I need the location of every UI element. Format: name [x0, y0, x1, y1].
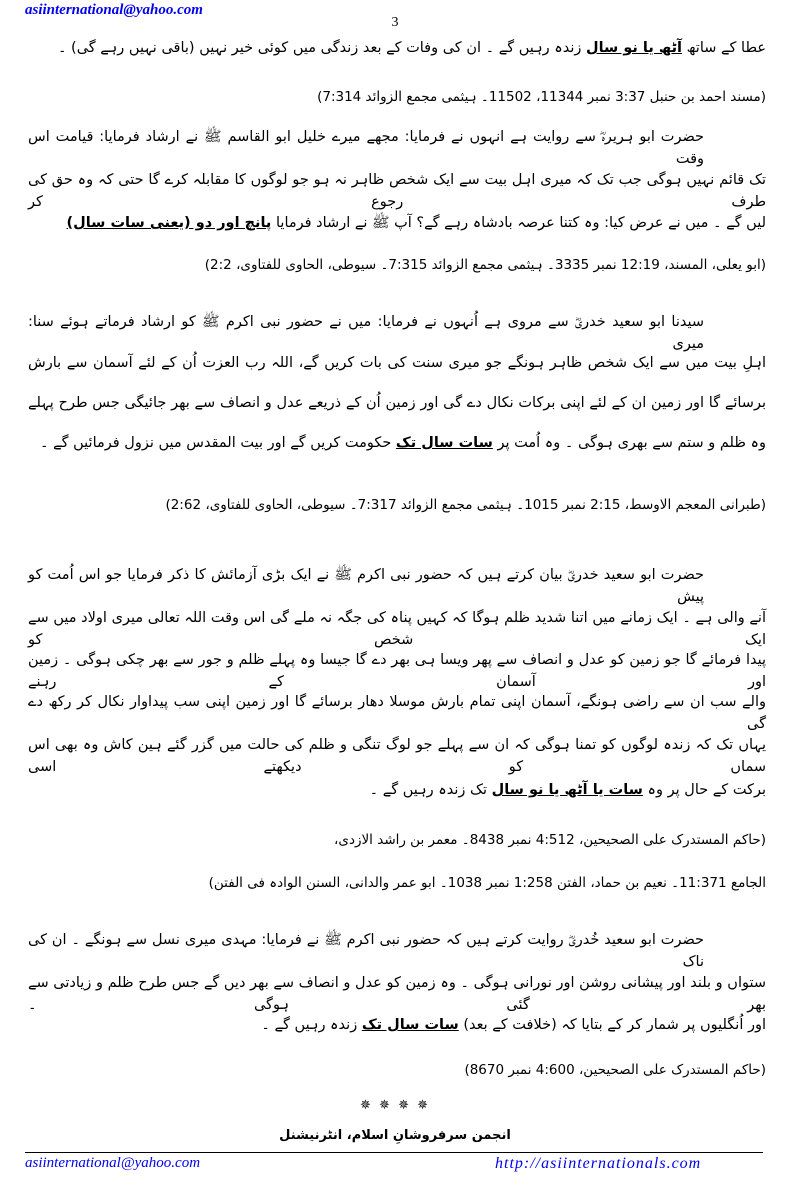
text-line	[28, 649, 766, 693]
text-segment: (حاکم المستدرک علی الصحیحین، 4:512 نمبر 8438۔ معمر بن راشد الازدی،	[334, 832, 766, 848]
text-line	[28, 564, 766, 608]
emphasized-text: آٹھ یا نو سال	[586, 40, 683, 56]
text-line	[28, 212, 766, 234]
emphasized-text: سات سال تک	[395, 435, 493, 451]
text-segment: عطا کے ساتھ	[682, 40, 766, 56]
text-segment: (حاکم المستدرک علی الصحیحین، 4:600 نمبر 8670)	[464, 1062, 766, 1078]
text-segment: (ابو یعلی، المسند، 12:19 نمبر 3335۔ ہیثمی مجمع الزوائد 7:315۔ سیوطی، الحاوی للفتاوی، 2:2)	[204, 257, 766, 273]
text-segment: برکت کے حال پر وہ	[642, 782, 766, 798]
text-segment: حکومت کریں گے اور بیت المقدس میں نزول فرمائیں گے ۔	[40, 435, 396, 451]
page-number: 3	[391, 15, 399, 30]
citation-line	[28, 86, 766, 108]
text-line	[28, 734, 766, 778]
text-segment: اہلِ بیت میں سے ایک شخص ظاہر ہونگے جو میری سنت کی بات کریں گے، اللہ رب العزت اُن کے لئے آسمان سے بارش	[28, 355, 766, 371]
text-segment: تک زندہ رہیں گے ۔	[369, 782, 492, 798]
emphasized-text: سات سال تک	[361, 1017, 459, 1033]
citation-line	[28, 494, 766, 516]
text-segment: ستواں و بلند اور پیشانی روشن اور نورانی ہوگی ۔ وہ زمین کو عدل و انصاف سے بھر دیں گے جس طرح ظلم و زیادتی سے بھر گئی ہوگی ۔	[28, 975, 766, 1013]
footer-divider	[25, 1152, 763, 1153]
text-segment: والے سب ان سے راضی ہونگے، آسمان اپنی تمام بارش موسلا دھار برسائے گا اور زمین اپنی سب پیداوار نکال کر رکھ دے گی	[28, 694, 766, 732]
text-line	[28, 126, 766, 170]
text-line	[28, 392, 766, 414]
text-segment: وہ ظلم و ستم سے بھری ہوگی ۔ وہ اُمت پر	[492, 435, 766, 451]
text-line	[28, 607, 766, 651]
footer-website-link[interactable]: http://asiinternationals.com	[495, 1155, 702, 1172]
text-line	[28, 779, 766, 801]
citation-line	[28, 829, 766, 851]
text-segment: حضرت ابو سعید خدریؓ بیان کرتے ہیں کہ حضور نبی اکرم ﷺ نے ایک بڑی آزمائش کا ذکر فرمایا جو اس اُمت کو پیش	[28, 567, 704, 605]
text-segment: حضرت ابو سعید خُدریؓ روایت کرتے ہیں کہ حضور نبی اکرم ﷺ نے فرمایا: مہدی میری نسل سے ہونگے ۔ ان کی ناک	[28, 932, 704, 970]
text-line	[28, 311, 766, 355]
text-segment: حضرت ابو ہریرہؓ سے روایت ہے انہوں نے فرمایا: مجھے میرے خلیل ابو القاسم ﷺ نے ارشاد فرمایا: قیامت اس وقت	[28, 129, 704, 167]
star-separator: ✵ ✵ ✵ ✵	[360, 1098, 430, 1113]
emphasized-text: پانچ اور دو (یعنی سات سال)	[66, 215, 272, 231]
citation-line	[28, 872, 766, 894]
text-segment: الجامع 11:371۔ نعیم بن حماد، الفتن 1:258 نمبر 1038۔ ابو عمر والدانی، السنن الوادہ فی الفتن)	[208, 875, 766, 891]
text-line	[28, 37, 766, 59]
text-segment: سیدنا ابو سعید خدریؓ سے مروی ہے اُنہوں نے فرمایا: میں نے حضور نبی اکرم ﷺ کو ارشاد فرماتے ہوئے سنا: میری	[28, 314, 704, 352]
text-segment: اور اُنگلیوں پر شمار کر کے بتایا کہ (خلافت کے بعد)	[458, 1017, 766, 1033]
emphasized-text: سات یا آٹھ یا نو سال	[491, 782, 643, 798]
text-segment: تک قائم نہیں ہوگی جب تک کہ میری اہل بیت سے ایک شخص ظاہر نہ ہو جو لوگوں کا مقابلہ کرے گا حتی کہ وہ حق کی طرف رجوع کر	[28, 172, 766, 210]
text-segment: یہاں تک کہ زندہ لوگوں کو تمنا ہوگی کہ ان سے پہلے جو لوگ تنگی و ظلم کی حالت میں گزر گئے ہین کاش وہ بھی اس سماں کو دیکھتے اسی	[28, 737, 766, 775]
text-line	[28, 1014, 766, 1036]
citation-line	[28, 1059, 766, 1081]
citation-line	[28, 254, 766, 276]
text-line	[28, 432, 766, 454]
text-segment: لیں گے ۔ میں نے عرض کیا: وہ کتنا عرصہ بادشاہ رہے گے؟ آپ ﷺ نے ارشاد فرمایا	[271, 215, 766, 231]
header-email-link[interactable]: asiinternational@yahoo.com	[25, 2, 203, 18]
text-line	[28, 972, 766, 1016]
text-segment: پیدا فرمائے گا جو زمین کو عدل و انصاف سے پھر ویسا ہی بھر دے گا جیسا وہ پہلے ظلم و جور سے بھر چکی ہوگی ۔ زمین اور آسمان کے رہنے	[28, 652, 766, 690]
text-segment: زندہ رہیں گے ۔ ان کی وفات کے بعد زندگی میں کوئی خیر نہیں (باقی نہیں رہے گی) ۔	[57, 40, 586, 56]
footer-email-link[interactable]: asiinternational@yahoo.com	[25, 1155, 201, 1171]
text-segment: (مسند احمد بن حنبل 3:37 نمبر 11344، 11502۔ ہیثمی مجمع الزوائد 7:314)	[317, 89, 766, 105]
text-line	[28, 691, 766, 735]
text-line	[28, 929, 766, 973]
organization-name: انجمن سرفروشانِ اسلام، انٹرنیشنل	[279, 1128, 511, 1143]
text-line	[28, 169, 766, 213]
text-segment: (طبرانی المعجم الاوسط، 2:15 نمبر 1015۔ ہیثمی مجمع الزوائد 7:317۔ سیوطی، الحاوی للفتاوی، 2:62)	[165, 497, 766, 513]
text-line	[28, 352, 766, 374]
text-segment: زندہ رہیں گے ۔	[261, 1017, 362, 1033]
text-segment: آنے والی ہے ۔ ایک زمانے میں اتنا شدید ظلم ہوگا کہ کہیں پناہ کی جگہ نہ ملے گی اس وقت اللہ تعالی میری اولاد میں سے ایک شخص کو	[28, 610, 766, 648]
text-segment: برسائے گا اور زمین ان کے لئے اپنی برکات نکال دے گی اور زمین اُن کے ذریعے عدل و انصاف سے بھر جائیگی جس طرح پہلے	[28, 395, 766, 411]
